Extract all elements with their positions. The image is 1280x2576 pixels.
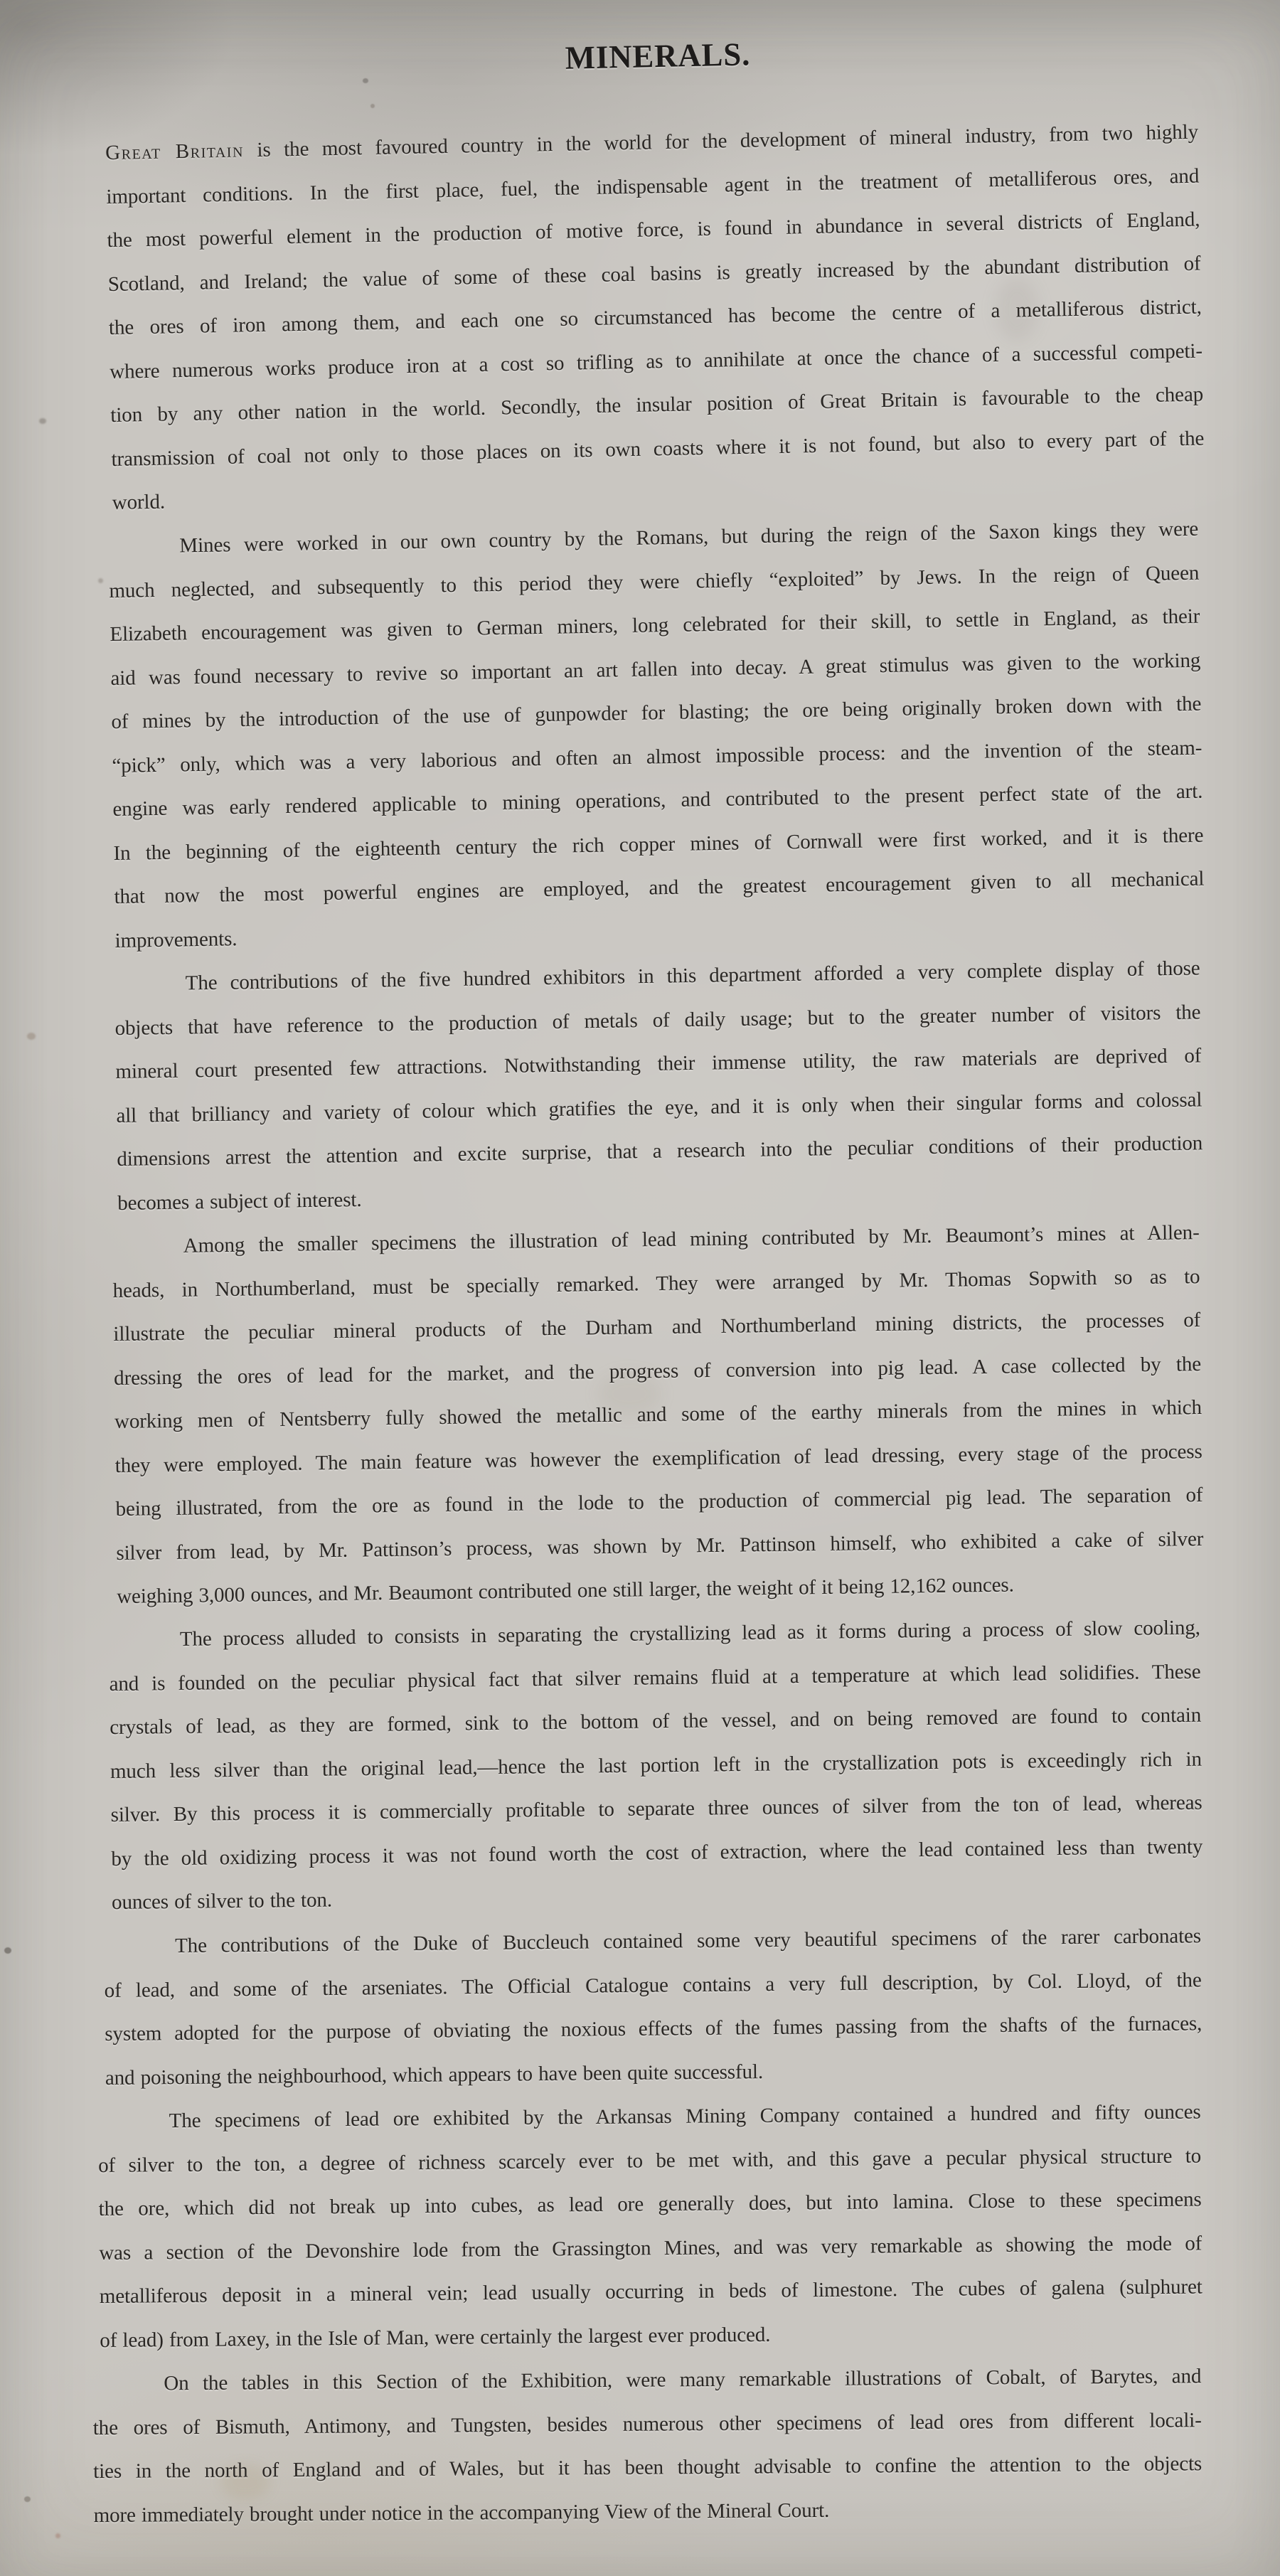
paragraph [104, 1915, 1202, 2100]
paragraph-lines [106, 154, 1205, 525]
first-line-rest: is the most favoured country in the world for the development of mineral industry, from two highly [243, 120, 1199, 162]
text-line: weighing 3,000 ounces, and Mr. Beaumont contributed one still larger, the weight of it being 12,162 ounces. [117, 1572, 1014, 1608]
text-line: silver. By this process it is commercially profitable to separate three ounces of silver from the ton of lead, whereas [110, 1791, 1202, 1826]
text-line: The specimens of lead ore exhibited by the Arkansas Mining Company contained a hundred and fifty ounces [169, 2099, 1201, 2132]
text-line: the most powerful element in the production of motive force, is found in abundance in several districts of England, [107, 208, 1200, 252]
text-line: being illustrated, from the ore as found in the lode to the production of commercial pig lead. The separation of [115, 1483, 1203, 1521]
text-line: and poisoning the neighbourhood, which appears to have been quite successful. [105, 2060, 764, 2089]
text-line: system adopted for the purpose of obviating the noxious effects of the fumes passing from the shafts of the furnaces, [105, 2011, 1202, 2045]
text-line: important conditions. In the first place, fuel, the indispensable agent in the treatment of metalliferous ores, and [106, 164, 1200, 208]
text-line: of lead, and some of the arseniates. The Official Catalogue contains a very full description, by Col. Lloyd, of the [104, 1968, 1202, 2002]
smallcaps-lead: Great Britain [105, 139, 245, 165]
text-line: metalliferous deposit in a mineral vein; lead usually occurring in beds of limestone. The cubes of galena (sulphuret [99, 2274, 1202, 2308]
text-line: was a section of the Devonshire lode from the Grassington Mines, and was very remarkable as showing the mode of [99, 2231, 1202, 2264]
text-line: “pick” only, which was a very laborious and often an almost impossible process: and the invention of the steam- [112, 735, 1202, 777]
text-line: Among the smaller specimens the illustration of lead mining contributed by Mr. Beaumont’s mines at Allen- [183, 1220, 1200, 1257]
paper-speck [24, 2496, 31, 2502]
text-line: engine was early rendered applicable to mining operations, and contributed to the present perfect state of the art. [112, 779, 1203, 821]
text-line: The contributions of the Duke of Buccleuch contained some very beautiful specimens of the rarer carbonates [174, 1924, 1202, 1957]
paragraph [112, 1211, 1204, 1619]
text-line: crystals of lead, as they are formed, sink to the bottom of the vessel, and on being removed are found to contain [110, 1703, 1202, 1740]
text-line: and is founded on the peculiar physical fact that silver remains fluid at a temperature at which lead solidifies. These [109, 1660, 1201, 1696]
text-line: the ores of Bismuth, Antimony, and Tungsten, besides numerous other specimens of lead ores from different locali- [92, 2408, 1202, 2439]
text-line: silver from lead, by Mr. Pattinson’s process, was shown by Mr. Pattinson himself, who exhibited a cake of silver [116, 1526, 1204, 1564]
text-line: illustrate the peculiar mineral products of the Durham and Northumberland mining districts, the processes of [113, 1308, 1201, 1346]
paper-speck [98, 578, 103, 583]
text-line: much less silver than the original lead,—hence the last portion left in the crystallization pots is exceedingly rich in [110, 1747, 1202, 1783]
text-line: improvements. [114, 927, 238, 952]
text-line: the ores of iron among them, and each one so circumstanced has become the centre of a metalliferous district, [108, 295, 1202, 339]
text-line: aid was found necessary to revive so important an art fallen into decay. A great stimulus was given to the working [110, 648, 1201, 690]
text-line: all that brilliancy and variety of colour which gratifies the eye, and it is only when their singular forms and colossal [116, 1087, 1202, 1127]
text-line: where numerous works produce iron at a cost so trifling as to annihilate at once the chance of a successful competi- [109, 339, 1203, 383]
paragraph [109, 1607, 1204, 1925]
paper-speck [39, 418, 46, 424]
text-line: dimensions arrest the attention and excite surprise, that a research into the peculiar conditions of their production [117, 1131, 1203, 1171]
text-line: of lead) from Laxey, in the Isle of Man, were certainly the largest ever produced. [100, 2322, 771, 2351]
text-line: much neglected, and subsequently to this period they were chiefly “exploited” by Jews. In the reign of Queen [109, 560, 1200, 602]
text-line: that now the most powerful engines are employed, and the greatest encouragement given to all mechanical [114, 867, 1205, 908]
text-line: On the tables in this Section of the Exhibition, were many remarkable illustrations of Cobalt, of Barytes, and [164, 2364, 1202, 2395]
text-line: dressing the ores of lead for the market, and the progress of conversion into pig lead. A case collected by the [113, 1351, 1202, 1390]
text-line: of mines by the introduction of the use of gunpowder for blasting; the ore being originally broken down with the [111, 692, 1202, 733]
paragraph [114, 947, 1203, 1225]
text-line: objects that have reference to the production of metals of daily usage; but to the greater number of visitors the [114, 1000, 1201, 1040]
text-line: they were employed. The main feature was however the exemplification of lead dressing, every stage of the process [114, 1439, 1202, 1476]
text-line: transmission of coal not only to those places on its own coasts where it is not found, but also to every part of the [111, 426, 1205, 471]
paragraph [97, 2090, 1202, 2363]
text-line: mineral court presented few attractions. Notwithstanding their immense utility, the raw materials are deprived of [115, 1043, 1202, 1083]
paragraph [92, 2355, 1202, 2538]
text-line: becomes a subject of interest. [117, 1187, 362, 1214]
text-line: The process alluded to consists in separating the crystallizing lead as it forms during a process of slow cooling, [179, 1616, 1200, 1651]
text-line: ounces of silver to the ton. [111, 1888, 333, 1914]
paper-speck [55, 2533, 60, 2538]
text-line: ties in the north of England and of Wales, but it has been thought advisable to confine the attention to the objects [93, 2452, 1202, 2483]
text-line: world. [112, 490, 166, 514]
text-line: In the beginning of the eighteenth century the rich copper mines of Cornwall were first worked, and it is there [113, 823, 1204, 864]
text-line: Elizabeth encouragement was given to German miners, long celebrated for their skill, to settle in England, as their [110, 605, 1200, 646]
page-title: MINERALS. [565, 36, 751, 76]
paper-speck [370, 104, 375, 108]
text-line: the ore, which did not break up into cubes, as lead ore generally does, but into lamina. Close to these specimens [98, 2187, 1202, 2220]
text-line: more immediately brought under notice in the accompanying View of the Mineral Court. [93, 2498, 830, 2526]
paper-speck [4, 1947, 11, 1954]
paragraph [105, 111, 1205, 526]
text-line: tion by any other nation in the world. Secondly, the insular position of Great Britain is favourable to the cheap [110, 383, 1204, 427]
text-line: working men of Nentsberry fully showed the metallic and some of the earthy minerals from the mines in which [114, 1395, 1202, 1433]
text-line: heads, in Northumberland, must be specially remarked. They were arranged by Mr. Thomas Sopwith so as to [112, 1265, 1200, 1302]
paragraph [108, 507, 1205, 962]
text-line: of silver to the ton, a degree of richness scarcely ever to be met with, and this gave a pecular physical structure to [98, 2144, 1202, 2177]
text-line: The contributions of the five hundred exhibitors in this department afforded a very complete display of those [185, 956, 1200, 995]
text-line: Scotland, and Ireland; the value of some of these coal basins is greatly increased by the abundant distribution of [107, 252, 1201, 296]
document-body [92, 120, 1205, 2538]
paper-speck [27, 1033, 36, 1040]
text-line: Mines were worked in our own country by the Romans, but during the reign of the Saxon kings they were [179, 517, 1199, 557]
text-line: by the old oxidizing process it was not found worth the cost of extraction, where the lead contained less than twenty [111, 1835, 1203, 1870]
